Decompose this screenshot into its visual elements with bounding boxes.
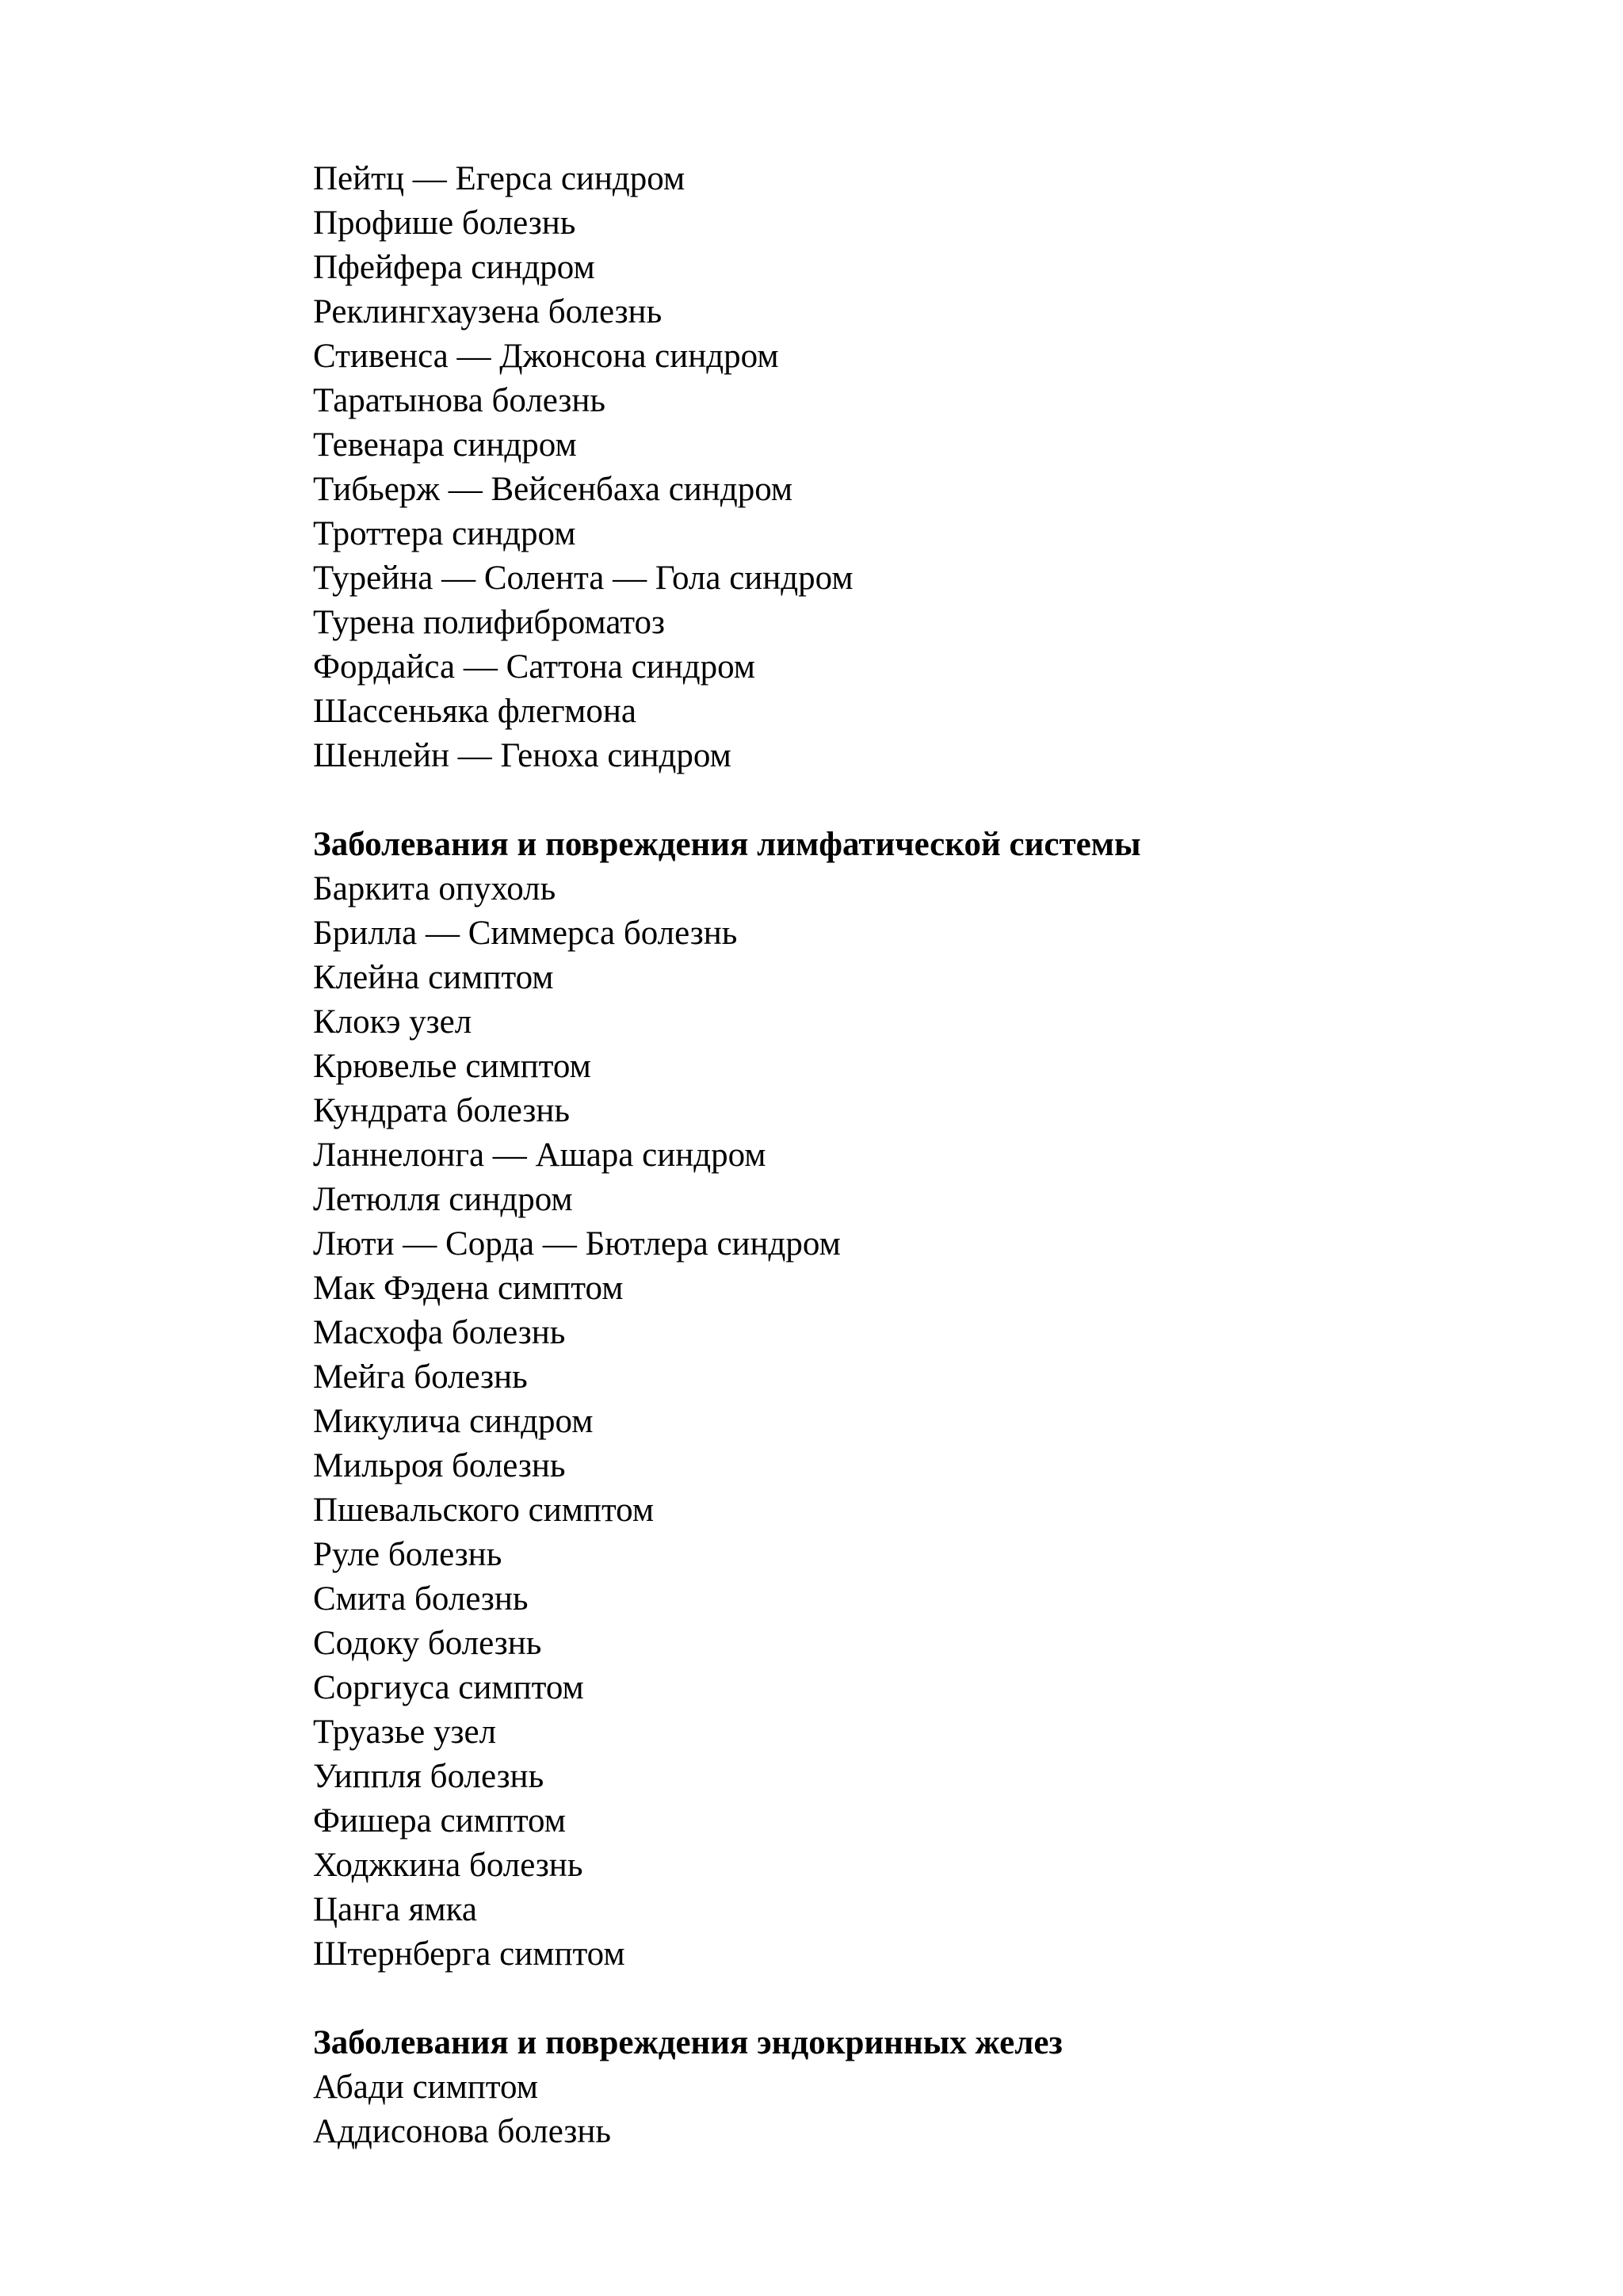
list-item: Соргиуса симптом (313, 1669, 584, 1706)
list-item: Мак Фэдена симптом (313, 1270, 624, 1307)
section-lymphatic-system (313, 823, 1549, 1977)
section-spacer (313, 778, 1549, 823)
list-item: Мильроя болезнь (313, 1447, 566, 1484)
list-item: Пфейфера синдром (313, 249, 595, 286)
section-endocrine-glands (313, 2021, 1549, 2154)
list-item: Руле болезнь (313, 1536, 502, 1573)
list-item: Таратынова болезнь (313, 382, 606, 419)
list-item: Уиппля болезнь (313, 1758, 544, 1795)
list-item: Летюлля синдром (313, 1181, 573, 1218)
list-item: Содоку болезнь (313, 1625, 542, 1662)
list-item: Штернберга симптом (313, 1935, 625, 1973)
list-item: Тибьерж — Вейсенбаха синдром (313, 471, 793, 508)
section-heading: Заболевания и повреждения эндокринных желез (313, 2024, 1063, 2061)
list-item: Микулича синдром (313, 1403, 594, 1440)
list-item: Тевенара синдром (313, 426, 577, 464)
list-item: Реклингхаузена болезнь (313, 293, 663, 330)
document-page (313, 157, 1549, 2154)
list-item: Турейна — Солента — Гола синдром (313, 560, 854, 597)
list-item: Труазье узел (313, 1713, 497, 1751)
list-item: Ланнелонга — Ашара синдром (313, 1137, 766, 1174)
list-item: Шенлейн — Геноха синдром (313, 737, 731, 774)
list-item: Клокэ узел (313, 1003, 472, 1041)
list-item: Фордайса — Саттона синдром (313, 648, 755, 686)
list-item: Мейга болезнь (313, 1358, 528, 1396)
section-heading: Заболевания и повреждения лимфатической системы (313, 826, 1141, 863)
list-item: Турена полифиброматоз (313, 604, 666, 641)
list-item: Кундрата болезнь (313, 1092, 570, 1129)
list-item: Крювелье симптом (313, 1048, 591, 1085)
list-item: Люти — Сорда — Бютлера синдром (313, 1225, 841, 1263)
list-item: Клейна симптом (313, 959, 554, 996)
list-item: Ходжкина болезнь (313, 1847, 583, 1884)
section-continuation (313, 157, 1549, 778)
list-item: Масхофа болезнь (313, 1314, 566, 1351)
list-item: Троттера синдром (313, 515, 576, 552)
list-item: Профише болезнь (313, 204, 576, 242)
list-item: Фишера симптом (313, 1802, 566, 1839)
list-item: Шассеньяка флегмона (313, 693, 636, 730)
list-item: Баркита опухоль (313, 870, 556, 907)
list-item: Цанга ямка (313, 1891, 477, 1928)
list-item: Абади симптом (313, 2069, 538, 2106)
list-item: Пейтц — Егерса синдром (313, 160, 685, 197)
list-item: Смита болезнь (313, 1580, 529, 1618)
list-item: Аддисонова болезнь (313, 2113, 611, 2150)
list-item: Брилла — Симмерса болезнь (313, 915, 738, 952)
list-item: Пшевальского симптом (313, 1492, 655, 1529)
section-spacer (313, 1977, 1549, 2021)
list-item: Стивенса — Джонсона синдром (313, 338, 779, 375)
